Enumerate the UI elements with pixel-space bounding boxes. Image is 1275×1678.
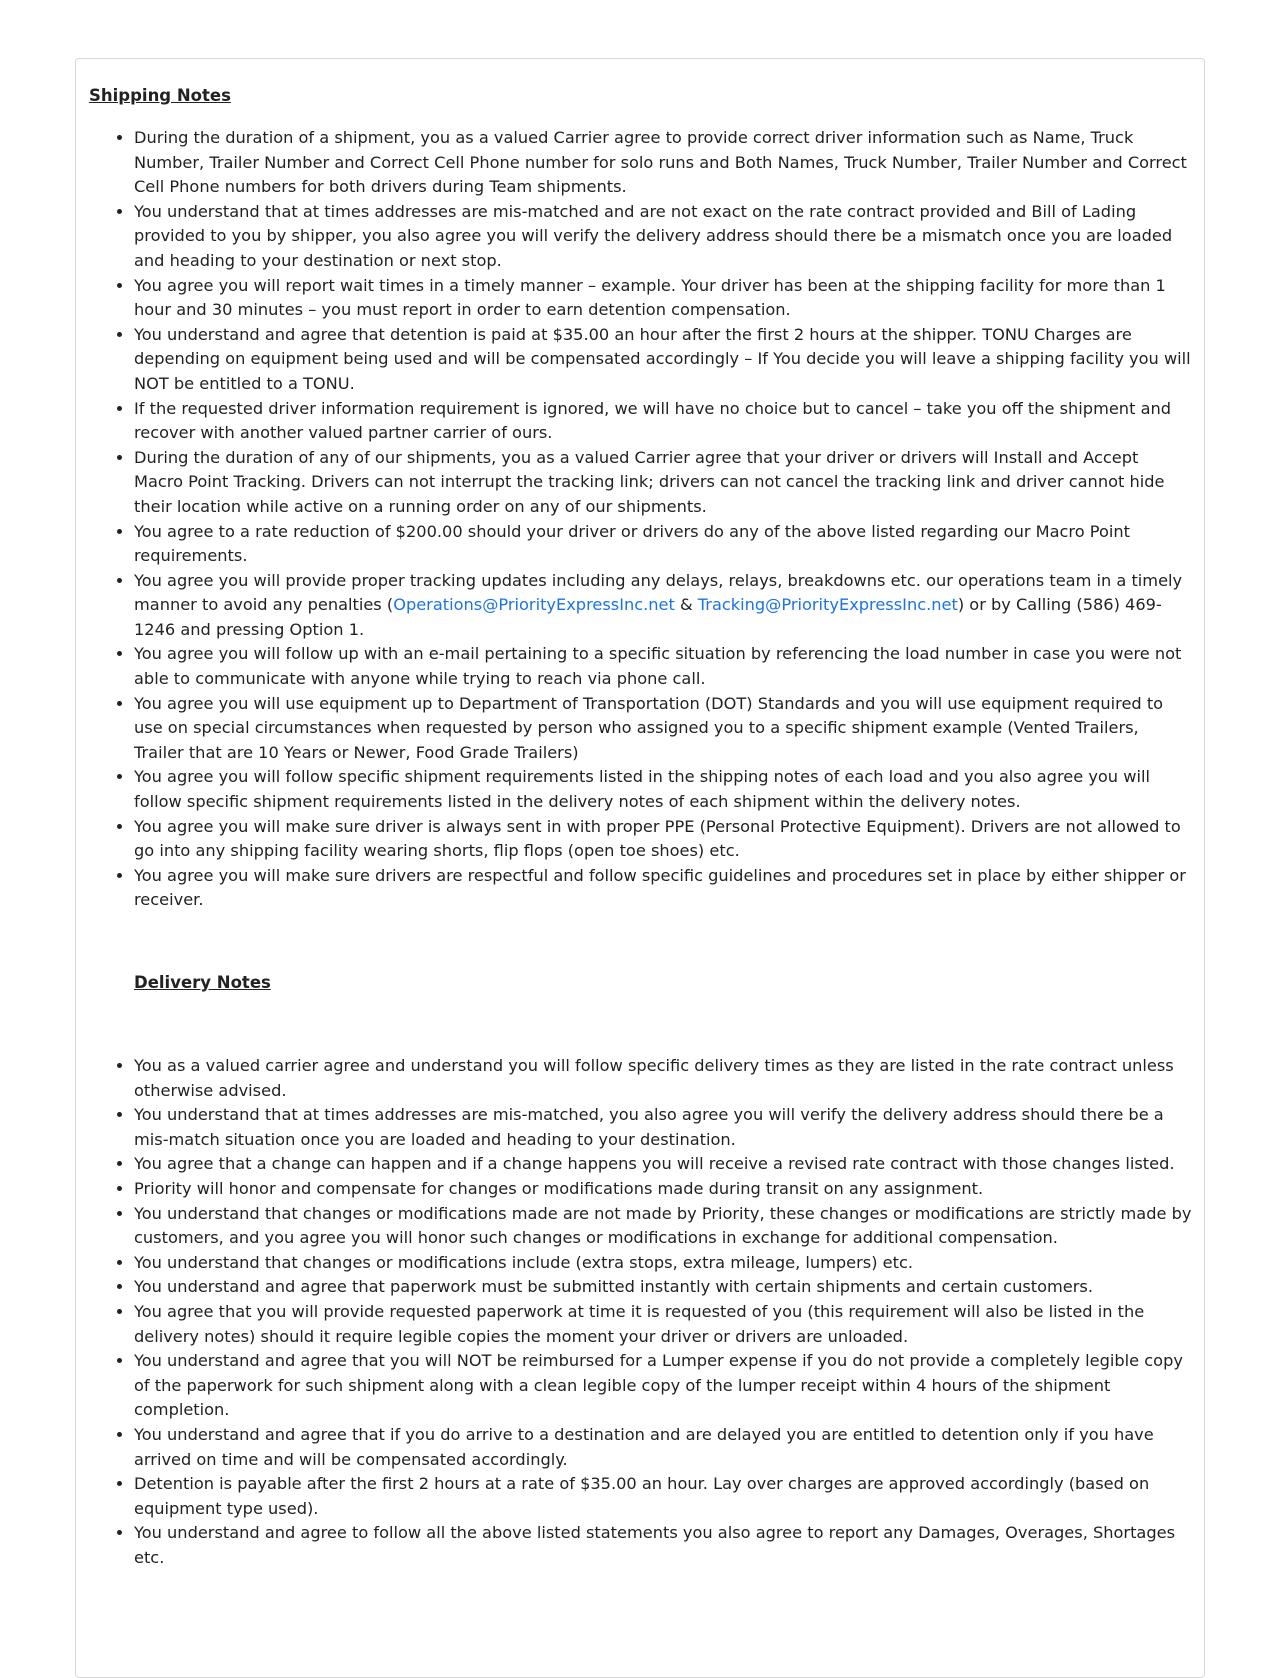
list-item: • You understand and agree that you will NOT be reimbursed for a Lumper expense if you do not provide a completely legible copy of the paperwork for such shipment along with a clean legible copy of the lumper receipt within 4 hours of the shipment completion. [134,1349,1192,1423]
section-spacer [89,913,1192,971]
list-item: • You understand that at times addresses are mis-matched and are not exact on the rate contract provided and Bill of Lading provided to you by shipper, you also agree you will verify the delivery address should there be a mismatch once you are loaded and heading to your destination or next stop. [134,200,1192,274]
shipping-notes-heading: Shipping Notes [89,86,231,105]
list-item: • You understand that changes or modifications include (extra stops, extra mileage, lumpers) etc. [134,1251,1192,1276]
list-item: • During the duration of any of our shipments, you as a valued Carrier agree that your driver or drivers will Install and Accept Macro Point Tracking. Drivers can not interrupt the tracking link; drivers can not cancel the tracking link and driver cannot hide their location while active on a running order on any of our shipments. [134,446,1192,520]
delivery-notes-list [89,1054,1192,1570]
list-item: • You agree you will follow up with an e-mail pertaining to a specific situation by referencing the load number in case you were not able to communicate with anyone while trying to reach via phone call. [134,642,1192,691]
tracking-text-after: ) or by Calling (586) 469-1246 and pressing Option 1. [134,595,1162,639]
delivery-notes-heading: Delivery Notes [134,973,271,992]
list-item: • You agree that you will provide requested paperwork at time it is requested of you (this requirement will also be listed in the delivery notes) should it require legible copies the moment your driver or drivers are unloaded. [134,1300,1192,1349]
list-item: • You as a valued carrier agree and understand you will follow specific delivery times as they are listed in the rate contract unless otherwise advised. [134,1054,1192,1103]
tracking-email-link[interactable]: Tracking@PriorityExpressInc.net [697,595,958,615]
list-item: • You agree you will follow specific shipment requirements listed in the shipping notes of each load and you also agree you will follow specific shipment requirements listed in the delivery notes of each shipment within the delivery notes. [134,765,1192,814]
list-item: • You agree that a change can happen and if a change happens you will receive a revised rate contract with those changes listed. [134,1152,1192,1177]
notes-panel [75,58,1205,1678]
list-item: • You understand and agree that if you do arrive to a destination and are delayed you are entitled to detention only if you have arrived on time and will be compensated accordingly. [134,1423,1192,1472]
list-item: • Priority will honor and compensate for changes or modifications made during transit on any assignment. [134,1177,1192,1202]
list-item: • You understand and agree to follow all the above listed statements you also agree to report any Damages, Overages, Shortages etc. [134,1521,1192,1570]
list-item: • You agree you will use equipment up to Department of Transportation (DOT) Standards and you will use equipment required to use on special circumstances when requested by person who assigned you to a specific shipment example (Vented Trailers, Trailer that are 10 Years or Newer, Food Grade Trailers) [134,692,1192,766]
list-item-tracking [134,569,1192,643]
list-item: • Detention is payable after the first 2 hours at a rate of $35.00 an hour. Lay over charges are approved accordingly (based on equipment type used). [134,1472,1192,1521]
tracking-text-before: You agree you will provide proper tracking updates including any delays, relays, breakdowns etc. our operations team in a timely manner to avoid any penalties ( [134,570,1183,615]
shipping-notes-list [89,126,1192,913]
operations-email-link[interactable]: Operations@PriorityExpressInc.net [393,595,675,615]
list-item: • If the requested driver information requirement is ignored, we will have no choice but to cancel – take you off the shipment and recover with another valued partner carrier of ours. [134,397,1192,446]
list-item: • You understand that at times addresses are mis-matched, you also agree you will verify the delivery address should there be a mis-match situation once you are loaded and heading to your destination. [134,1103,1192,1152]
list-item: • You understand and agree that paperwork must be submitted instantly with certain shipments and certain customers. [134,1275,1192,1300]
list-item: • During the duration of a shipment, you as a valued Carrier agree to provide correct driver information such as Name, Truck Number, Trailer Number and Correct Cell Phone number for solo runs and Both Names, Truck Number, Trailer Number and Correct Cell Phone numbers for both drivers during Team shipments. [134,126,1192,200]
list-item: • You understand that changes or modifications made are not made by Priority, these changes or modifications are strictly made by customers, and you agree you will honor such changes or modifications in exchange for additional compensation. [134,1202,1192,1251]
list-item: • You agree to a rate reduction of $200.00 should your driver or drivers do any of the above listed regarding our Macro Point requirements. [134,520,1192,569]
list-item: • You understand and agree that detention is paid at $35.00 an hour after the first 2 hours at the shipper. TONU Charges are depending on equipment being used and will be compensated accordingly – If You decide you will leave a shipping facility you will NOT be entitled to a TONU. [134,323,1192,397]
list-item: • You agree you will make sure drivers are respectful and follow specific guidelines and procedures set in place by either shipper or receiver. [134,864,1192,913]
list-item: • You agree you will make sure driver is always sent in with proper PPE (Personal Protective Equipment). Drivers are not allowed to go into any shipping facility wearing shorts, flip flops (open toe shoes) etc. [134,815,1192,864]
list-item: • You agree you will report wait times in a timely manner – example. Your driver has been at the shipping facility for more than 1 hour and 30 minutes – you must report in order to earn detention compensation. [134,274,1192,323]
tracking-text-amp: & [674,595,698,615]
